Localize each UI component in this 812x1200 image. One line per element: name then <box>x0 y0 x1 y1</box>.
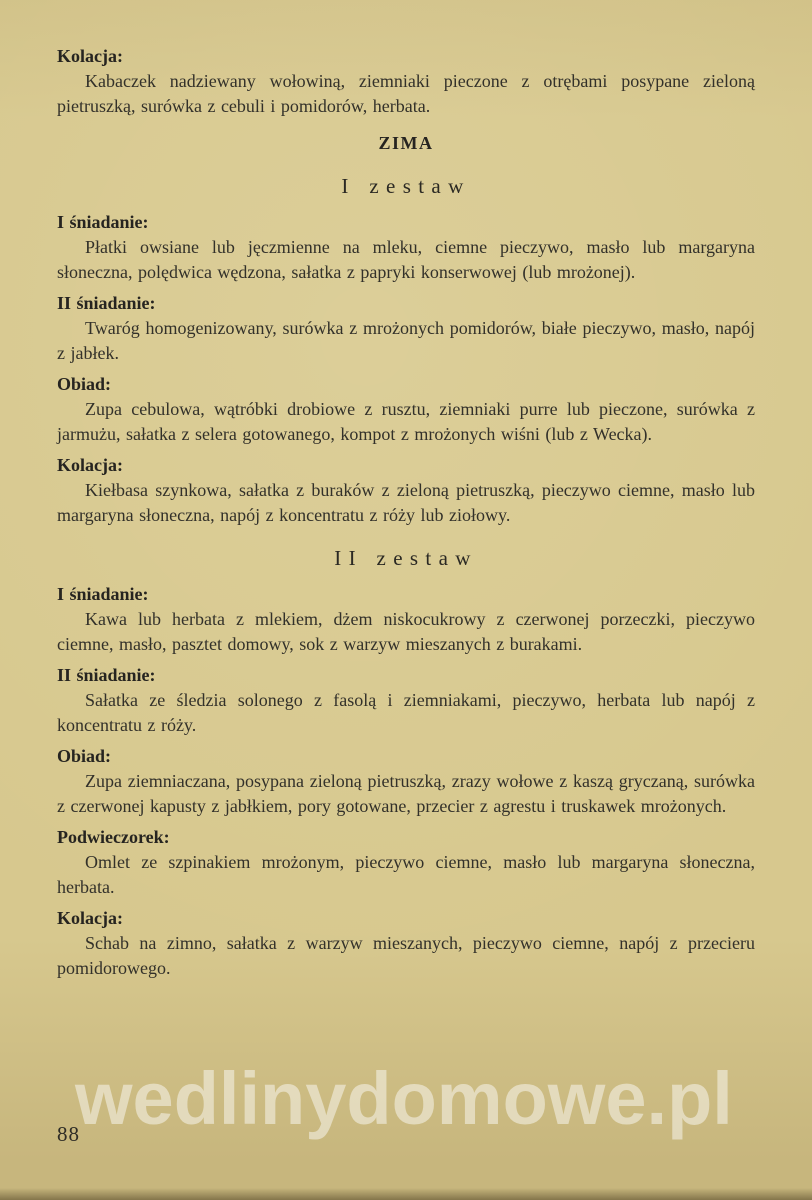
meal-heading: Podwieczorek: <box>57 827 170 847</box>
meal-heading: Kolacja: <box>57 455 123 475</box>
meal-entry <box>57 906 755 981</box>
meal-heading: Obiad: <box>57 746 112 766</box>
meal-entry <box>57 372 755 447</box>
meal-text: Płatki owsiane lub jęczmienne na mleku, ciemne pieczywo, masło lub margaryna słoneczna, polędwica wędzona, sałatka z papryki konserwowej (lub mrożonej). <box>57 237 755 282</box>
meal-text: Schab na zimno, sałatka z warzyw mieszanych, pieczywo ciemne, napój z przecieru pomidorowego. <box>57 933 755 978</box>
meal-text: Kabaczek nadziewany wołowiną, ziemniaki pieczone z otrębami posypane zieloną pietruszką, surówka z cebuli i pomidorów, herbata. <box>57 71 755 116</box>
meal-text: Sałatka ze śledzia solonego z fasolą i ziemniakami, pieczywo, herbata lub napój z koncentratu z róży. <box>57 690 755 735</box>
meal-entry <box>57 663 755 738</box>
meal-heading: I śniadanie: <box>57 212 149 232</box>
meal-entry <box>57 291 755 366</box>
meal-text: Omlet ze szpinakiem mrożonym, pieczywo ciemne, masło lub margaryna słoneczna, herbata. <box>57 852 755 897</box>
meal-entry <box>57 44 755 119</box>
meal-entry <box>57 210 755 285</box>
meal-entry <box>57 453 755 528</box>
set-heading-2: II zestaw <box>334 546 478 570</box>
meal-heading: II śniadanie: <box>57 665 156 685</box>
meal-heading: Kolacja: <box>57 908 123 928</box>
meal-entry <box>57 582 755 657</box>
season-heading: ZIMA <box>378 133 434 153</box>
meal-heading: Obiad: <box>57 374 112 394</box>
meal-heading: Kolacja: <box>57 46 123 66</box>
set-heading-1: I zestaw <box>341 174 471 198</box>
meal-text: Kawa lub herbata z mlekiem, dżem niskocukrowy z czerwonej porzeczki, pieczywo ciemne, masło, pasztet domowy, sok z warzyw mieszanych z burakami. <box>57 609 755 654</box>
meal-text: Zupa ziemniaczana, posypana zieloną pietruszką, zrazy wołowe z kaszą gryczaną, surówka z czerwonej kapusty z jabłkiem, pory gotowane, przecier z agrestu i truskawek mrożonych. <box>57 771 755 816</box>
meal-text: Twaróg homogenizowany, surówka z mrożonych pomidorów, białe pieczywo, masło, napój z jabłek. <box>57 318 755 363</box>
meal-text: Kiełbasa szynkowa, sałatka z buraków z zieloną pietruszką, pieczywo ciemne, masło lub margaryna słoneczna, napój z koncentratu z róży lub ziołowy. <box>57 480 755 525</box>
watermark: wedlinydomowe.pl <box>75 1057 733 1140</box>
page-number: 88 <box>57 1122 80 1146</box>
meal-entry <box>57 744 755 819</box>
meal-heading: I śniadanie: <box>57 584 149 604</box>
meal-heading: II śniadanie: <box>57 293 156 313</box>
meal-text: Zupa cebulowa, wątróbki drobiowe z rusztu, ziemniaki purre lub pieczone, surówka z jarmużu, sałatka z selera gotowanego, kompot z mrożonych wiśni (lub z Wecka). <box>57 399 755 444</box>
meal-entry <box>57 825 755 900</box>
